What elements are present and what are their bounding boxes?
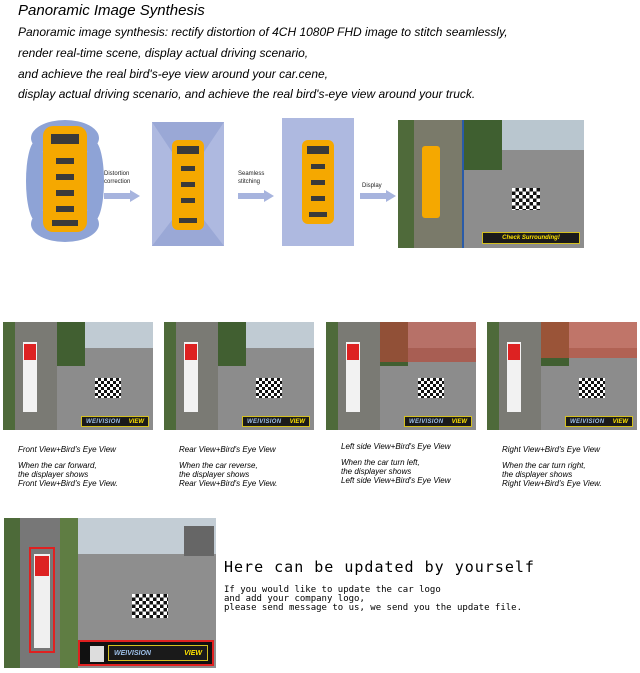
fisheye-car-image — [26, 116, 104, 244]
view-description-line: the displayer shows — [341, 467, 412, 476]
checkerboard-pattern — [512, 188, 540, 210]
checkerboard-pattern — [418, 378, 444, 398]
view-example-image — [164, 322, 314, 430]
view-description-line: the displayer shows — [18, 470, 89, 479]
update-line-2: and add your company logo, — [224, 594, 365, 604]
view-description-line: When the car turn left, — [341, 458, 420, 467]
view-description-line: When the car reverse, — [179, 461, 258, 470]
intro-line-2: render real-time scene, display actual driving scenario, — [18, 46, 309, 60]
view-description-line: Left side View+Bird's Eye View — [341, 476, 451, 485]
page-title: Panoramic Image Synthesis — [18, 2, 205, 19]
step-label-distortion: Distortion correction — [104, 171, 131, 185]
pipeline-diagram — [0, 110, 640, 260]
view-example-image — [3, 322, 153, 430]
checkerboard-pattern — [579, 378, 605, 398]
arrow-right-icon — [238, 190, 274, 202]
view-caption: Right View+Bird's Eye View — [502, 445, 600, 454]
brand-badge: WEIVISION VIEW — [81, 416, 149, 427]
arrow-right-icon — [104, 190, 140, 202]
view-description-line: the displayer shows — [179, 470, 250, 479]
arrow-right-icon — [360, 190, 396, 202]
brand-badge: WEIVISION VIEW — [108, 645, 208, 661]
checkerboard-pattern — [132, 594, 168, 618]
result-display-image — [398, 120, 584, 248]
checkerboard-pattern — [95, 378, 121, 398]
intro-line-4: display actual driving scenario, and achieve the real bird's-eye view around your truck. — [18, 87, 476, 101]
step-label-display: Display — [362, 183, 382, 189]
view-caption: Left side View+Bird's Eye View — [341, 442, 451, 451]
intro-line-3: and achieve the real bird's-eye view around your car.cene, — [18, 67, 329, 81]
view-description-line: Right View+Bird's Eye View. — [502, 479, 602, 488]
logo-highlight-box — [78, 640, 214, 666]
view-example-image — [487, 322, 637, 430]
update-example-image — [4, 518, 216, 668]
update-heading: Here can be updated by yourself — [224, 558, 535, 576]
view-description-line: the displayer shows — [502, 470, 573, 479]
step-label-stitching: Seamless stitching — [238, 171, 265, 185]
car-icon — [90, 646, 104, 662]
brand-badge: WEIVISION VIEW — [404, 416, 472, 427]
brand-badge: WEIVISION VIEW — [565, 416, 633, 427]
check-surrounding-badge: Check Surrounding! — [482, 232, 580, 244]
view-description-line: Rear View+Bird's Eye View. — [179, 479, 278, 488]
update-line-1: If you would like to update the car logo — [224, 585, 441, 595]
view-caption: Front View+Bird's Eye View — [18, 445, 116, 454]
view-description-line: When the car turn right, — [502, 461, 586, 470]
brand-badge: WEIVISION VIEW — [242, 416, 310, 427]
corrected-car-image — [152, 122, 224, 246]
view-example-image — [326, 322, 476, 430]
intro-line-1: Panoramic image synthesis: rectify distortion of 4CH 1080P FHD image to stitch seamlessly, — [18, 25, 508, 39]
view-description-line: When the car forward, — [18, 461, 97, 470]
update-line-3: please send message to us, we send you the update file. — [224, 603, 523, 613]
view-caption: Rear View+Bird's Eye View — [179, 445, 276, 454]
stitched-car-image — [282, 118, 354, 246]
checkerboard-pattern — [256, 378, 282, 398]
view-description-line: Front View+Bird's Eye View. — [18, 479, 118, 488]
